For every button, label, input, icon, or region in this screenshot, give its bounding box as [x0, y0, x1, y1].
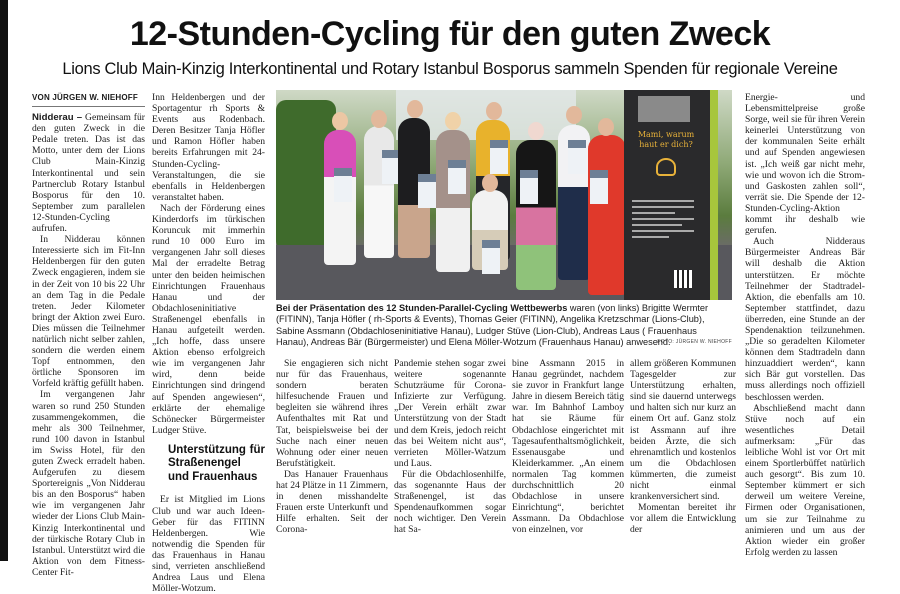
- subheadline: Lions Club Main-Kinzig Interkontinental und Rotary Istanbul Bosporus sammeln Spenden für regionale Vereine: [62, 60, 838, 78]
- photo-credit: FOTO: JÜRGEN W. NIEHOFF: [657, 339, 732, 346]
- frauenhaus-banner: [624, 90, 718, 300]
- paragraph: Momentan bereitet ihr vor allem die Entwicklung der: [630, 502, 736, 536]
- article-column-6: [630, 358, 736, 536]
- paragraph: Abschließend macht dann Stüve noch auf ein wesentliches Detail aufmerksam: „Für das leibliche Wohl ist vor Ort mit einem Sportlerbüffet natürlich auch gesorgt“. Bis zum 10. September kümmert er sich derweil um weitere Vereine, Firmen oder Organisationen, um sie zur Teilnahme zu animieren und um aus der Aktion wieder ein großer Erfolg werden zu lassen: [745, 402, 865, 558]
- paragraph: Energie- und Lebensmittelpreise große Sorge, weil sie für ihren Verein keinerlei Unterstützung von der kommunalen Seite erhält und auf Spenden angewiesen ist. „Ich weiß gar nicht mehr, wie und wovon ich die Strom- und Gaskosten zahlen soll“, verrät sie. Die Spende der 12-Stunden-Cycling-Aktion kommt ihr deshalb wie gerufen.: [745, 92, 865, 237]
- flyer: [418, 174, 436, 208]
- article-column-1: [32, 92, 145, 578]
- paragraph: allem größeren Kommunen Tagesgelder zur Unterstützung erhalten, sind sie dauernd unterwegs und halten sich nur kurz an einem Ort auf. Ganz stolz ist Assmann auf ihre beiden Ärzte, die sich ehrenamtlich und kostenlos um die Obdachlosen kümmerten, die zumeist nicht einmal krankenversichert sind.: [630, 358, 736, 503]
- person-7: [516, 140, 556, 290]
- section-subtitle: Unterstützung für Straßenengel und Frauenhaus: [168, 443, 265, 483]
- banner-slogan: Mami, warum haut er dich?: [637, 130, 695, 149]
- person-8-head: [566, 106, 582, 124]
- paragraph: Im vergangenen Jahr waren so rund 250 Stunden zusammengekommen, die mehr als 300 Teilnehmer, rund 100 davon in Istanbul im Swiss Hotel, für den guten Zweck erradelt haben. Aufgerufen zu diesem Sportereignis „Von Nidderau bis an den Bosporus“ haben wie im vergangenen Jahr wieder der Lions Club Main-Kinzig Interkontinental und der türkische Rotary Club in Istanbul. Unterstützt wird die Aktion von dem Fitness-Center Fit-: [32, 389, 145, 578]
- paragraph: Auch Nidderaus Bürgermeister Andreas Bär will deshalb die Aktion unterstützen. Er möchte Teilnehmer der Stadtradel-Aktion, die ebenfalls am 10. September stattfindet, dazu überreden, eine Stunde an der Spendenaktion teilzunehmen. „Die so geradelten Kilometer können dem Stadtradeln dann hinzuaddiert werden“, kann sich Bär gut vorstellen. Das muss allerdings noch offiziell beschlossen werden.: [745, 236, 865, 403]
- paragraph: Für die Obdachlosenhilfe, das sogenannte Haus der Straßenengel, ist das Spendenaufkommen sogar noch wichtiger. Den Verein hat Sa-: [394, 468, 506, 536]
- article-column-2: [152, 92, 265, 594]
- article-photo: [276, 90, 732, 300]
- article-column-5: [512, 358, 624, 536]
- paragraph: Nach der Förderung eines Kinderdorfs im türkischen Koruncuk mit immerhin rund 10 000 Euro im vergangenen Jahr soll dieses Mal der erradelte Betrag unter den beiden heimischen Einrichtungen Frauenhaus Hanau und der Obdachloseninitiative Straßenengel ebenfalls in Hanau aufgeteilt werden. „Ich hoffe, dass unsere Aktion ebenso erfolgreich wie im vergangenen Jahr wird, denn beide Einrichtungen sind dringend auf Spenden angewiesen“, erklärte der ehemalige Schönecker Bürgermeister Ludger Stüve.: [152, 202, 265, 436]
- paragraph: Nidderau – Gemeinsam für den guten Zweck in die Pedale treten. Das ist das Motto, unter dem der Lions Club Main-Kinzig Interkontinental und sein Partnerclub Rotary Istanbul Bosporus für den 10. September zum parallelen 12-Stunden-Cycling aufrufen.: [32, 112, 145, 235]
- dateline: Nidderau –: [32, 112, 83, 124]
- banner-text-lines: [632, 200, 694, 242]
- article-column-3: [276, 358, 388, 536]
- flyer: [490, 140, 508, 174]
- photo-caption: [276, 303, 732, 349]
- flyer: [590, 170, 608, 204]
- headline: 12-Stunden-Cycling für den guten Zweck: [129, 15, 771, 53]
- flyer: [568, 140, 586, 174]
- paragraph: bine Assmann 2015 in Hanau gegründet, nachdem sie zuvor in Frankfurt lange Jahre in diesem Bereich tätig war. Im Bahnhof Lamboy hat sie Räume für Obdachlose eingerichtet mit Tagesaufenthaltsmöglichkeit, Essenausgabe und Kleiderkammer. „An einem normalen Tag kommen durchschnittlich 20 Obdachlose in unsere Einrichtung“, berichtet Assmann. Da Obdachlose von einzelnen, vor: [512, 358, 625, 536]
- flyer: [520, 170, 538, 204]
- person-4-head: [445, 112, 461, 130]
- paragraph: Das Hanauer Frauenhaus hat 24 Plätze in 11 Zimmern, in denen misshandelte Frauen erste Unterkunft und Hilfe erhalten. Seit der Corona-: [276, 468, 388, 536]
- person-5-head: [486, 102, 502, 120]
- person-2: [364, 126, 394, 258]
- person-4: [436, 130, 470, 272]
- frauenhaus-logo-icon: [656, 158, 676, 176]
- caption-text: waren (von links) Brigitte Wermter (FITINN), Tanja Höfler ( rh-Sports & Events), Thomas Geier (FITINN), Angelika Kretzschmar (Lions-Club), Sabine Assmann (Obdachloseninitiative Hanau), Ludger Stüve (Lion-Club), Andreas Laus ( Frauenhaus Hanau), Andreas Bär (Bürgermeister) und Elena Möller-Wotzum (Frauenhaus Hanau) anwesend.: [276, 303, 709, 348]
- person-2-head: [371, 110, 387, 128]
- paragraph: Er ist Mitglied im Lions Club und war auch Ideen-Geber für das FITINN Heldenbergen. Wie notwendig die Spenden für das Frauenhaus in Hanau sind, verrieten anschließend Andrea Laus und Elena Möller-Wotzum.: [152, 494, 265, 594]
- article-column-7: [745, 92, 865, 558]
- flyer: [334, 168, 352, 202]
- article-column-4: [394, 358, 506, 536]
- left-edge-bar: [0, 0, 8, 561]
- flyer: [482, 240, 500, 274]
- person-1-head: [332, 112, 348, 130]
- person-3-head: [407, 100, 423, 118]
- person-6-head: [482, 174, 498, 192]
- byline: VON JÜRGEN W. NIEHOFF: [32, 92, 145, 107]
- paragraph: In Nidderau können Interessierte sich im Fit-Inn Heldenbergen für den guten Zweck engagieren, indem sie in der Zeit von 10 bis 22 Uhr an dem Tag in die Pedale treten. Jeder Kilometer bringt der Aktion zwei Euro. Dies müssen die Teilnehmer natürlich nicht selber zahlen, sondern die werden einem Topf entnommen, den örtliche Sponsoren im Vorfeld kräftig gefüllt haben.: [32, 234, 145, 390]
- flyer: [448, 160, 466, 194]
- person-9-head: [598, 118, 614, 136]
- paragraph: Inn Heldenbergen und der Sportagentur rh Sports & Events aus Rodenbach. Deren Besitzer Tanja Höfler und Ramon Höfler haben bereits Erfahrungen mit 24-Stunden-Cycling-Veranstaltungen, die sie ebenfalls in Heldenbergen veranstaltet haben.: [152, 92, 265, 203]
- person-7-head: [528, 122, 544, 140]
- paragraph: Pandemie stehen sogar zwei weitere sogenannte Schutzräume für Corona-Infizierte zur Verfügung. „Der Verein erhält zwar Unterstützung von der Stadt und dem Kreis, jedoch reicht das bei Weitem nicht aus“, verrieten Möller-Watzum und Laus.: [394, 358, 506, 469]
- paragraph: Sie engagieren sich nicht nur für das Frauenhaus, sondern beraten hilfesuchende Frauen und begleiten sie während ihres Aufenthaltes mit Rat und Tat, beispielsweise bei der Suche nach einer neuen Wohnung oder einer neuen Berufstätigkeit.: [276, 358, 388, 469]
- banner-image: [638, 96, 690, 122]
- qr-code-icon: [674, 270, 692, 288]
- person-9: [588, 135, 626, 295]
- caption-bold: Bei der Präsentation des 12 Stunden-Parallel-Cycling Wettbewerbs: [276, 303, 568, 313]
